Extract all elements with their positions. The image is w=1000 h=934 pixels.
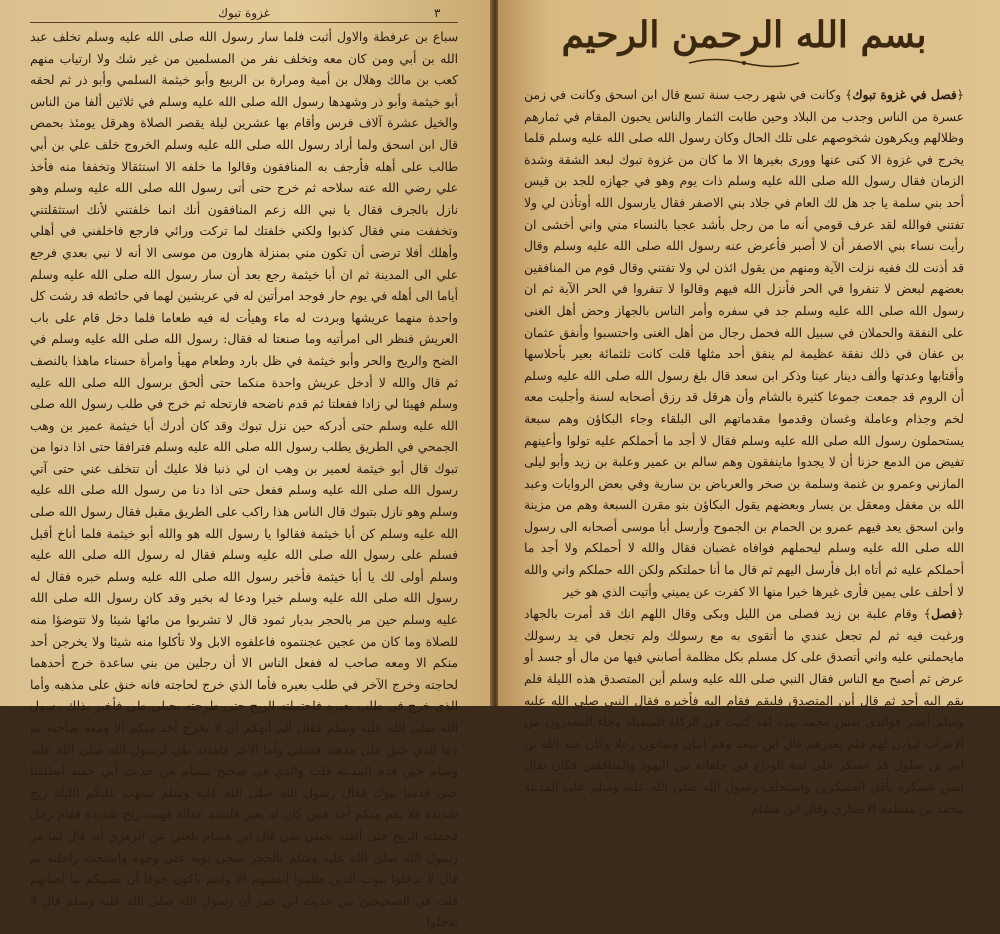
section-2-text: وقام علبة بن زيد فصلى من الليل وبكى وقال اللهم انك قد أمرت بالجهاد ورغبت فيه ثم لم تجعل عندي ما أتقوى به مع رسولك ولم تجعل في يد رسولك مايحملني عليه واني أتصدق على كل مسلم بكل مظلمة أصابني فيها من مال أو جسد أو عرض ثم أصبح مع الناس فقال النبي صلى الله عليه وسلم أين المتصدق هذه الليلة فلم يقم اليه أحد ثم قال أين المتصدق فليقم فقام اليه فأخبره فقال النبي صلى الله عليه وسلم أبشر فوالذي نفس محمد بيده لقد كتبت في الزكاة المتقبلة وجاء المعذرون من الاعراب ليؤذن لهم فلم يعذرهم قال ابن سعد وهم اثنان وثمانون رجلا وكان عبد الله بن أبي بن سلول قد عسكر على ثنية الوداع في حلفائه من اليهود والمنافقين فكان يقال ليس عسكره بأقل العسكرين واستخلف رسول الله صلى الله عليه وسلم على المدينة محمد بن مسلمة الانصاري وقال ابن هشام xyxy=(524,607,964,816)
section-2-heading: ﴿فصل﴾ xyxy=(923,606,965,622)
right-page xyxy=(498,0,1000,816)
section-2 xyxy=(524,603,964,820)
section-1-label: فصل في غزوة تبوك xyxy=(852,87,957,102)
basmala-calligraphy: بسم الله الرحمن الرحيم xyxy=(561,14,927,56)
left-page xyxy=(0,0,492,930)
running-title: غزوة تبوك xyxy=(218,6,270,20)
section-1-heading: ﴿فصل في غزوة تبوك﴾ xyxy=(845,87,964,102)
running-header xyxy=(30,6,458,23)
left-page-body: سباع بن عرفطة والاول أثبت فلما سار رسول الله صلى الله عليه وسلم تخلف عبد الله بن أبي ومن كان معه وتخلف نفر من المسلمين من غير شك ولا ارتياب منهم كعب بن مالك وهلال بن أمية ومرارة بن الربيع وأبو خيثمة السلمي وأبو ذر ثم لحقه أبو خيثمة وأبو ذر وشهدها رسول الله صلى الله عليه وسلم في ثلاثين ألفا من الناس والخيل عشرة آلاف فرس وأقام بها عشرين ليلة يقصر الصلاة وهرقل يومئذ بحمص قال ابن اسحق ولما أراد رسول الله صلى الله عليه وسلم الخروج خلف علي بن أبي طالب على أهله فأرجف به المنافقون وقالوا ما خلفه الا استثقالا وتخففا منه فأخذ علي رضي الله عنه سلاحه ثم خرج حتى أتى رسول الله صلى الله عليه وسلم وهو نازل بالجرف فقال يا نبي الله زعم المنافقون أنك انما خلفتني لأنك استثقلتني وتخففت مني فقال كذبوا ولكني خلفتك لما تركت ورائي فارجع فاخلفني في أهلي وأهلك أفلا ترضى أن تكون مني بمنزلة هارون من موسى الا أنه لا نبي بعدي فرجع علي الى المدينة ثم ان أبا خيثمة رجع بعد أن سار رسول الله صلى الله عليه وسلم أياما الى أهله في يوم حار فوجد امرأتين له في عريشين لهما في حائطه قد رشت كل واحدة منهما عريشها وبردت له ماء وهيأت له فيه طعاما فلما دخل قام على باب العريش فنظر الى امرأتيه وما صنعتا له فقال: رسول الله صلى الله عليه وسلم في الضح والريح والحر وأبو خيثمة في ظل بارد وطعام مهيأ وامرأة حسناء ماهذا بالنصف ثم قال والله لا أدخل عريش واحدة منكما حتى ألحق برسول الله صلى الله عليه وسلم فهيئا لي زادا ففعلتا ثم قدم ناضحه فارتحله ثم خرج في طلب رسول الله صلى الله عليه وسلم حتى أدركه حين نزل تبوك وقد كان أدرك أبا خيثمة عمير بن وهب الجمحي في الطريق يطلب رسول الله صلى الله عليه وسلم فترافقا حتى اذا دنوا من تبوك قال أبو خيثمة لعمير بن وهب ان لي ذنبا فلا عليك أن تتخلف عني حتى آتي رسول الله صلى الله عليه وسلم ففعل حتى اذا دنا من رسول الله صلى الله عليه وسلم وهو نازل بتبوك قال الناس هذا راكب على الطريق مقبل فقال رسول الله صلى الله عليه وسلم كن أبا خيثمة فقالوا يا رسول الله هو والله أبو خيثمة فلما أناخ أقبل فسلم على رسول الله صلى الله عليه وسلم فقال له رسول الله صلى الله عليه وسلم أولى لك يا أبا خيثمة فأخبر رسول الله صلى الله عليه وسلم خبره فقال له رسول الله صلى الله عليه وسلم خيرا ودعا له بخير وقد كان رسول الله صلى الله عليه وسلم حين مر بالحجر بديار ثمود قال لا تشربوا من مائها شيئا ولا تتوضؤا منه للصلاة وما كان من عجين عجنتموه فاعلفوه الابل ولا تأكلوا منه شيئا ولا يخرجن أحد منكم الا ومعه صاحب له ففعل الناس الا أن رجلين من بني ساعدة خرج أحدهما لحاجته وخرج الآخر في طلب بعيره فأما الذي خرج لحاجته فانه خنق على مذهبه وأما الذي خرج في طلب بعيره فاحتملته الريح حتى طرحته بجبلي طي فأخبر بذلك رسول الله صلى الله عليه وسلم فقال ألم أنهكم أن لا يخرج أحد منكم الا ومعه صاحبه ثم دعا للذي خنق على مذهبه فشفي وأما الآخر فاهدته طي لرسول الله صلى الله عليه وسلم حين قدم المدينة قلت والذي في صحيح مسلم من حديث أبي حميد انطلقنا حتى قدمنا تبوك فقال رسول الله صلى الله عليه وسلم ستهب عليكم الليلة ريح شديدة فلا يقم منكم أحد فمن كان له بعير فليشد عقاله فهبت ريح شديدة فقام رجل فحملته الريح حتى ألقته بجبلي طي قال ابن هشام بلغني عن الزهري أنه قال لما مر رسول الله صلى الله عليه وسلم بالحجر سجى ثوبه على وجهه واستحث راحلته ثم قال لا تدخلوا بيوت الذين ظلموا أنفسهم الا وأنتم باكون خوفا أن يصيبكم ما أصابهم قلت في الصحيحين من حديث ابن عمر أن رسول الله صلى الله عليه وسلم قال لا تدخلوا xyxy=(30,30,458,930)
section-1 xyxy=(524,84,964,603)
section-1-text: وكانت في شهر رجب سنة تسع قال ابن اسحق وكانت في زمن عسرة من الناس وجدب من البلاد وحين طابت الثمار والناس يحبون المقام في ثمارهم وظلالهم ويكرهون شخوصهم على تلك الحال وكان رسول الله صلى الله عليه وسلم قلما يخرج في غزوة الا كنى عنها وورى بغيرها الا ما كان من غزوة تبوك لبعد الشقة وشدة الزمان فقال رسول الله صلى الله عليه وسلم ذات يوم وهو في جهازه للجد بن قيس أحد بني سلمة يا جد هل لك العام في جلاد بني الاصفر فقال يارسول الله أوتأذن لي ولا تفتني فوالله لقد عرف قومي أنه ما من رجل بأشد عجبا بالنساء مني واني أخشى ان رأيت نساء بني الاصفر أن لا أصبر فأعرض عنه رسول الله صلى الله عليه وسلم وقال قد أذنت لك ففيه نزلت الآية ومنهم من يقول ائذن لي ولا تفتني وقال قوم من المنافقين بعضهم لبعض لا تنفروا في الحر فأنزل الله فيهم وقالوا لا تنفروا في الحر الآية ثم ان رسول الله صلى الله عليه وسلم جد في سفره وأمر الناس بالجهاز وحض أهل الغنى على النفقة والحملان في سبيل الله فحمل رجال من أهل الغنى واحتسبوا وأنفق عثمان بن عفان في ذلك نفقة عظيمة لم ينفق أحد مثلها قلت كانت ثلثمائة بعير بأحلاسها وأقتابها وعدتها وألف دينار عينا وذكر ابن سعد قال بلغ رسول الله صلى الله عليه وسلم أن الروم قد جمعت جموعا كثيرة بالشام وأن هرقل قد رزق أصحابه لسنة وأجلبت معه لخم وجذام وعاملة وغسان وقدموا مقدماتهم الى البلقاء وجاء البكاؤن وهم سبعة يستحملون رسول الله صلى الله عليه وسلم فقال لا أجد ما أحملكم عليه تولوا وأعينهم تفيض من الدمع حزنا أن لا يجدوا ماينفقون وهم سالم بن عمير وعلبة بن زيد وأبو ليلى المازني وعمرو بن غنمة وسلمة بن صخر والعرباض بن سارية وفي بعض الروايات وعبد الله بن مغفل ومعقل بن يسار وبعضهم يقول البكاؤن بنو مقرن السبعة وهم من مزينة وابن اسحق يعد فيهم عمرو بن الحمام بن الجموح وأرسل أبا موسى أصحابه الى رسول الله صلى الله عليه وسلم ليحملهم فوافاه غضبان فقال والله لا أحملكم ولا أجد ما أحملكم عليه ثم أتاه ابل فأرسل اليهم ثم قال ما أنا حملتكم ولكن الله حملكم واني والله لا أحلف على يمين فأرى غيرها خيرا منها الا كفرت عن يميني وأتيت الذي هو خير xyxy=(524,88,964,599)
basmala-header xyxy=(524,10,964,70)
section-2-label: فصل xyxy=(930,606,957,622)
page-number: ٣ xyxy=(434,6,441,20)
